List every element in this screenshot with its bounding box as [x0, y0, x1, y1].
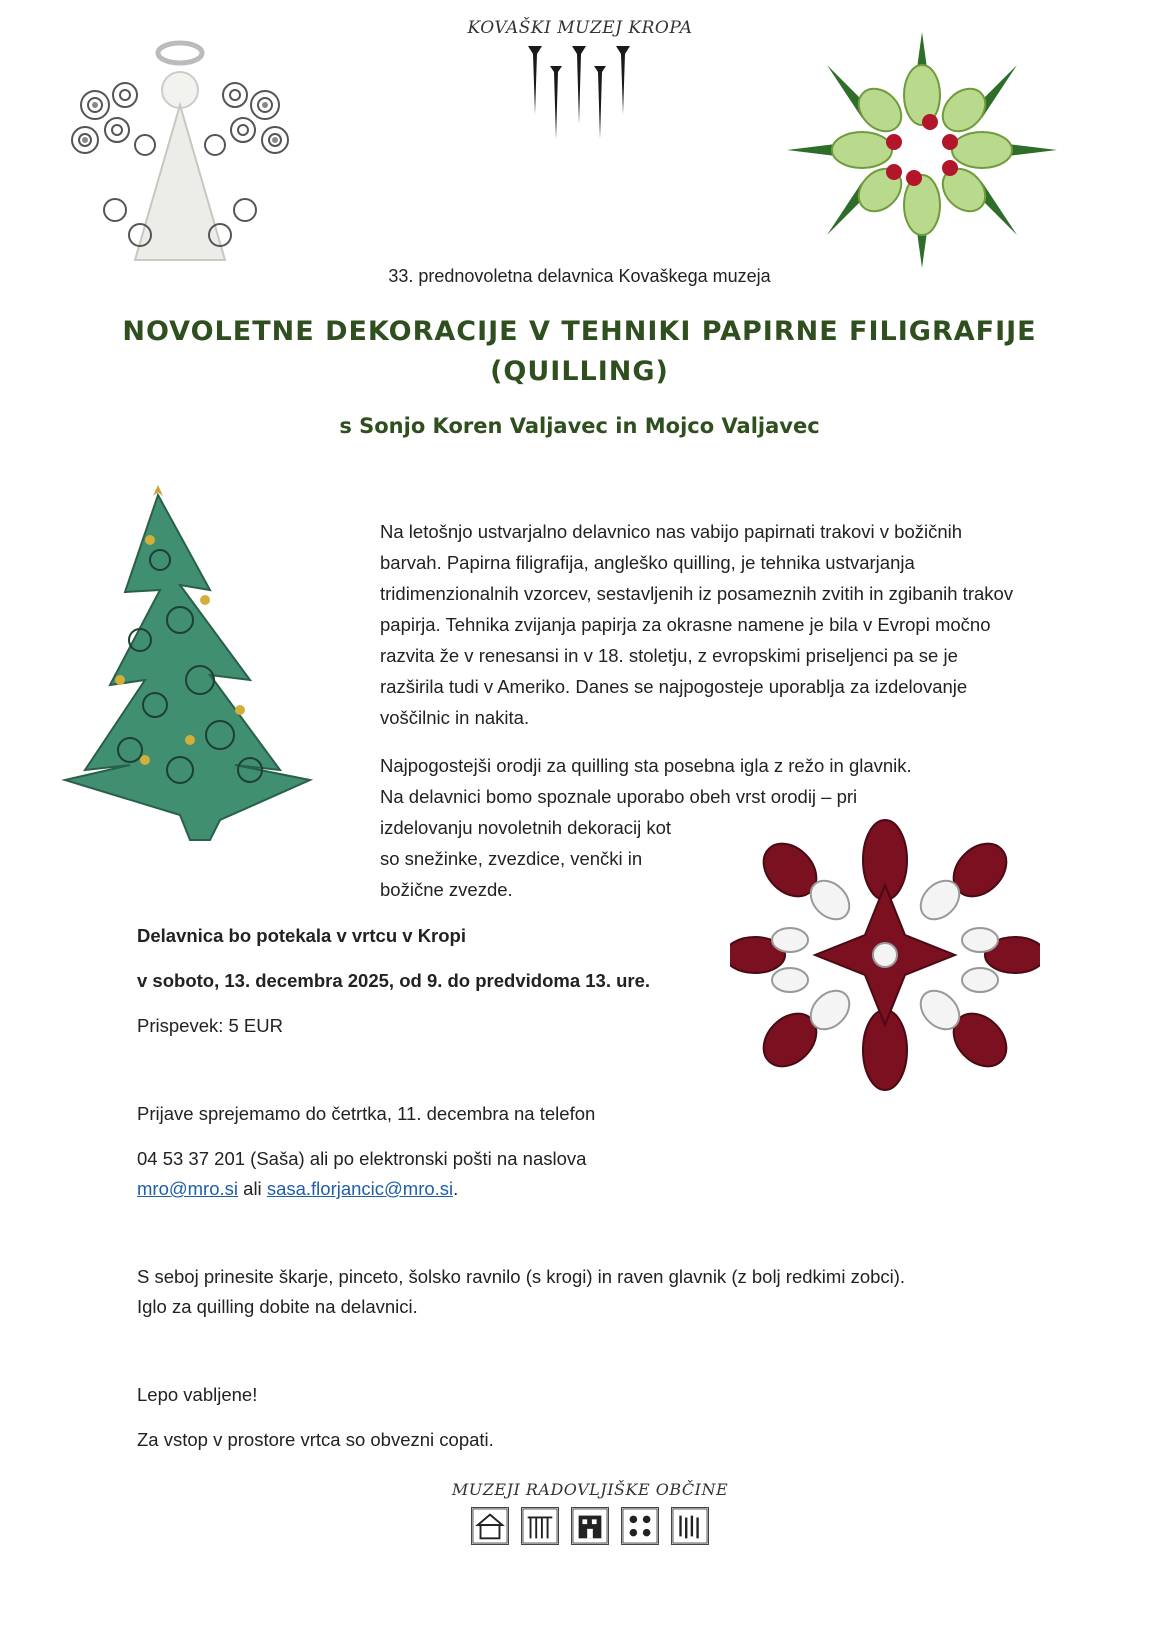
closing-greeting: Lepo vabljene!	[137, 1384, 258, 1405]
tools-line: so snežinke, zvezdice, venčki in	[380, 848, 643, 869]
footer-icons	[440, 1507, 740, 1545]
tools-line: božične zvezde.	[380, 879, 513, 900]
house-icon	[471, 1507, 509, 1545]
nails-icon	[671, 1507, 709, 1545]
registration-emails	[137, 1178, 458, 1200]
registration-line2: 04 53 37 201 (Saša) ali po elektronski pošti na naslova	[137, 1148, 587, 1169]
event-location: Delavnica bo potekala v vrtcu v Kropi	[137, 925, 466, 946]
footer-logo-text: MUZEJI RADOVLJIŠKE OBČINE	[451, 1480, 729, 1499]
red-snowflake-image	[730, 810, 1040, 1100]
event-subtitle: 33. prednovoletna delavnica Kovaškega muzeja	[388, 266, 771, 286]
event-fee: Prispevek: 5 EUR	[137, 1015, 283, 1036]
tools-line: izdelovanju novoletnih dekoracij kot	[380, 817, 672, 838]
footer-logo	[440, 1480, 740, 1545]
main-title	[40, 312, 1119, 392]
closing-note: Za vstop v prostore vrtca so obvezni copati.	[137, 1429, 494, 1450]
christmas-tree-image	[60, 480, 320, 845]
hosts-line: s Sonjo Koren Valjavec in Mojco Valjavec	[339, 414, 820, 438]
angel-quilling-image	[55, 35, 305, 270]
nails-logo-icon	[520, 44, 640, 144]
main-title-line1: NOVOLETNE DEKORACIJE V TEHNIKI PAPIRNE FILIGRAFIJE	[122, 316, 1037, 347]
museum-logo	[440, 18, 720, 144]
email-link-florjancic[interactable]: sasa.florjancic@mro.si	[266, 1178, 454, 1199]
email-link-mro[interactable]: mro@mro.si	[137, 1178, 239, 1199]
intro-paragraph: Na letošnjo ustvarjalno delavnico nas vabijo papirnati trakovi v božičnih barvah. Papirna filigrafija, angleško quilling, je tehnika ustvarjanja tridimenzionalnih vzorcev, sestavljenih iz posameznih zvitih in zgibanih trakov papirja. Tehnika zvijanja papirja za okrasne namene je bila v Evropi močno razvita že v renesansi in v 18. stoletju, z evropskimi priseljenci pa se je razširila tudi v Ameriko. Danes se najpogosteje uporablja za izdelovanje voščilnic in nakita.	[380, 521, 1014, 728]
bees-icon	[621, 1507, 659, 1545]
bring-line1: S seboj prinesite škarje, pinceto, šolsko ravnilo (s krogi) in raven glavnik (z bolj redkimi zobci).	[137, 1266, 906, 1287]
email-separator: ali	[238, 1178, 267, 1199]
main-title-line2: (QUILLING)	[490, 356, 669, 387]
registration-line1: Prijave sprejemamo do četrtka, 11. decembra na telefon	[137, 1103, 596, 1124]
email-end: .	[453, 1178, 459, 1199]
tools-line: Najpogostejši orodji za quilling sta posebna igla z režo in glavnik.	[380, 755, 912, 776]
tools-line: Na delavnici bomo spoznale uporabo obeh vrst orodij – pri	[380, 786, 858, 807]
museum-logo-text: KOVAŠKI MUZEJ KROPA	[467, 18, 693, 38]
building-icon	[571, 1507, 609, 1545]
columns-icon	[521, 1507, 559, 1545]
green-snowflake-image	[785, 30, 1060, 270]
bring-line2: Iglo za quilling dobite na delavnici.	[137, 1296, 418, 1317]
event-datetime: v soboto, 13. decembra 2025, od 9. do predvidoma 13. ure.	[137, 970, 651, 991]
